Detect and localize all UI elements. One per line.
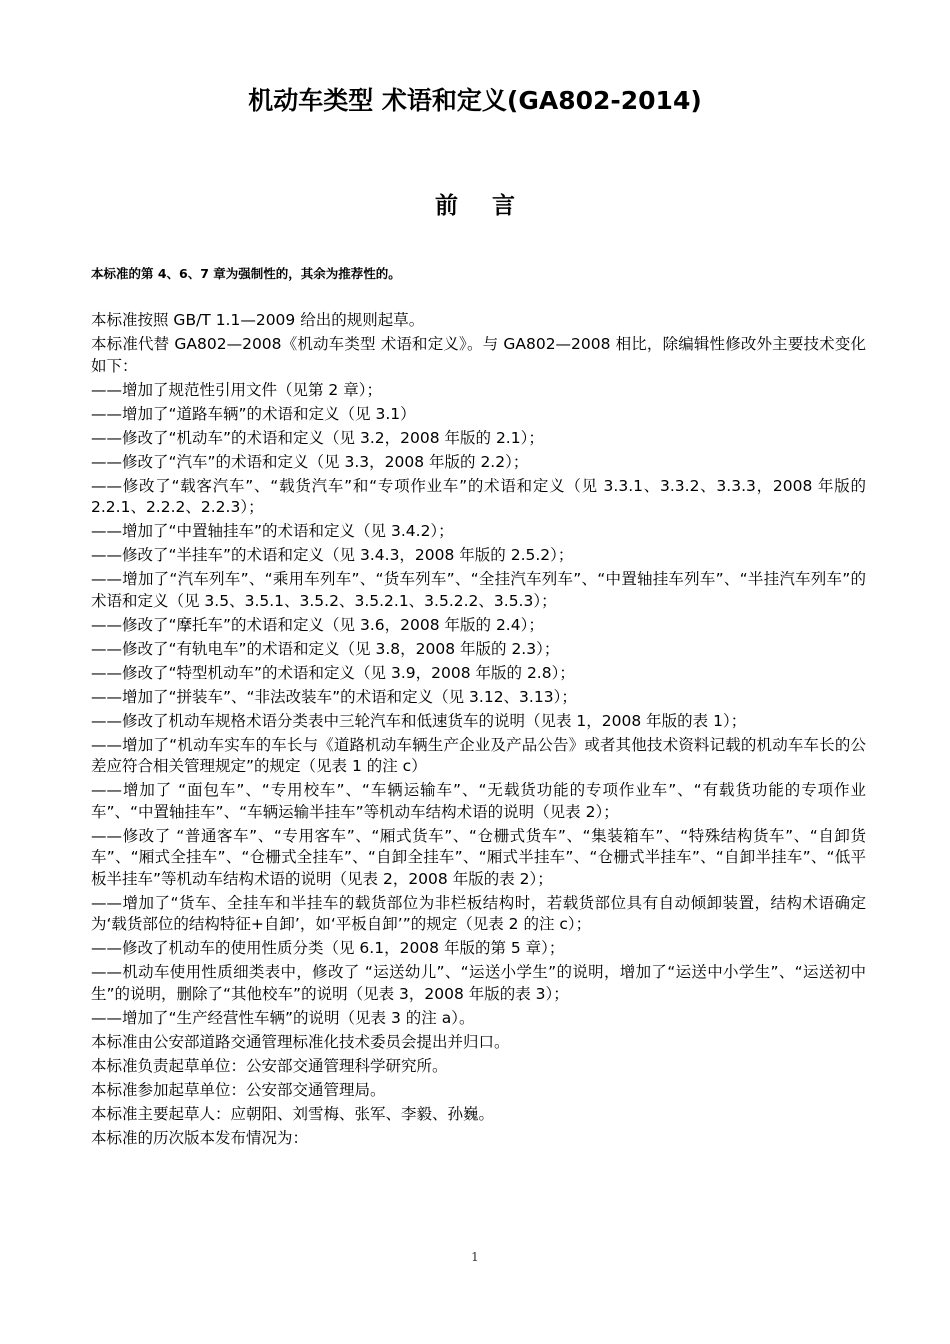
mandatory-note: 本标准的第 4、6、7 章为强制性的，其余为推荐性的。 [91, 266, 401, 281]
document-title: 机动车类型 术语和定义(GA802-2014) [248, 86, 702, 115]
change-item: ——增加了“机动车实车的车长与《道路机动车辆生产企业及产品公告》或者其他技术资料记载的机动车车长的公差应符合相关管理规定”的规定（见表 1 的注 c） [91, 735, 866, 775]
paragraph-drafting-rules: 本标准按照 GB/T 1.1—2009 给出的规则起草。 [91, 311, 425, 329]
change-item: ——增加了“货车、全挂车和半挂车的载货部位为非栏板结构时，若载货部位具有自动倾卸装置，结构术语确定为‘载货部位的结构特征+自卸’，如‘平板自卸’”的规定（见表 2 的注 c）； [91, 893, 866, 933]
change-item: ——增加了“中置轴挂车”的术语和定义（见 3.4.2）； [91, 522, 454, 540]
paragraph-version-history: 本标准的历次版本发布情况为： [91, 1128, 309, 1147]
change-item: ——修改了 “普通客车”、“专用客车”、“厢式货车”、“仓栅式货车”、“集装箱车”、“特殊结构货车”、“自卸货车”、“厢式全挂车”、“仓栅式全挂车”、“自卸全挂车”、“厢式半挂车”、“仓栅式半挂车”、“自卸半挂车”、“低平板半挂车”等机动车结构术语的说明（见表 2，2008 年版的表 2）； [91, 826, 866, 888]
paragraph-main-drafters: 本标准主要起草人：应朝阳、刘雪梅、张军、李毅、孙巍。 [91, 1104, 495, 1123]
change-item: ——修改了“汽车”的术语和定义（见 3.3，2008 年版的 2.2）； [91, 452, 529, 471]
change-item: ——修改了机动车的使用性质分类（见 6.1，2008 年版的第 5 章）； [91, 939, 565, 957]
paragraph-proposer: 本标准由公安部道路交通管理标准化技术委员会提出并归口。 [91, 1032, 510, 1051]
change-item: ——增加了“生产经营性车辆”的说明（见表 3 的注 a）。 [91, 1008, 475, 1027]
change-item: ——修改了“载客汽车”、“载货汽车”和“专项作业车”的术语和定义（见 3.3.1、3.3.2、3.3.3，2008 年版的 2.2.1、2.2.2、2.2.3）； [91, 476, 866, 516]
change-item: ——修改了“半挂车”的术语和定义（见 3.4.3，2008 年版的 2.5.2）； [91, 546, 574, 564]
change-item: ——增加了“汽车列车”、“乘用车列车”、“货车列车”、“全挂汽车列车”、“中置轴挂车列车”、“半挂汽车列车”的术语和定义（见 3.5、3.5.1、3.5.2、3.5.2.1、3.5.2.2、3.5.3）； [91, 570, 866, 610]
paragraph-participating-drafter: 本标准参加起草单位：公安部交通管理局。 [91, 1080, 386, 1099]
page-number: 1 [471, 1250, 479, 1264]
paragraph-replaces: 本标准代替 GA802—2008《机动车类型 术语和定义》。与 GA802—2008 相比，除编辑性修改外主要技术变化如下： [91, 335, 866, 375]
preface-body [91, 310, 866, 1152]
change-item: ——机动车使用性质细类表中，修改了 “运送幼儿”、“运送小学生”的说明，增加了“运送中小学生”、“运送初中生”的说明，删除了“其他校车”的说明（见表 3，2008 年版的表 3）； [91, 963, 866, 1003]
change-item: ——修改了机动车规格术语分类表中三轮汽车和低速货车的说明（见表 1，2008 年版的表 1）； [91, 711, 747, 730]
change-item: ——增加了“道路车辆”的术语和定义（见 3.1） [91, 404, 416, 423]
change-item: ——增加了 “面包车”、“专用校车”、“车辆运输车”、“无载货功能的专项作业车”、“有载货功能的专项作业车”、“中置轴挂车”、“车辆运输半挂车”等机动车结构术语的说明（见表 2）； [91, 781, 866, 821]
change-item: ——修改了“机动车”的术语和定义（见 3.2，2008 年版的 2.1）； [91, 428, 544, 447]
change-item: ——修改了“摩托车”的术语和定义（见 3.6，2008 年版的 2.4）； [91, 615, 544, 634]
change-item: ——增加了规范性引用文件（见第 2 章）； [91, 380, 382, 399]
preface-heading: 前言 [435, 193, 549, 219]
change-item: ——修改了“有轨电车”的术语和定义（见 3.8，2008 年版的 2.3）； [91, 639, 560, 658]
paragraph-lead-drafter: 本标准负责起草单位：公安部交通管理科学研究所。 [91, 1056, 448, 1075]
change-item: ——增加了“拼装车”、“非法改装车”的术语和定义（见 3.12、3.13）； [91, 687, 577, 706]
change-item: ——修改了“特型机动车”的术语和定义（见 3.9，2008 年版的 2.8）； [91, 663, 575, 682]
